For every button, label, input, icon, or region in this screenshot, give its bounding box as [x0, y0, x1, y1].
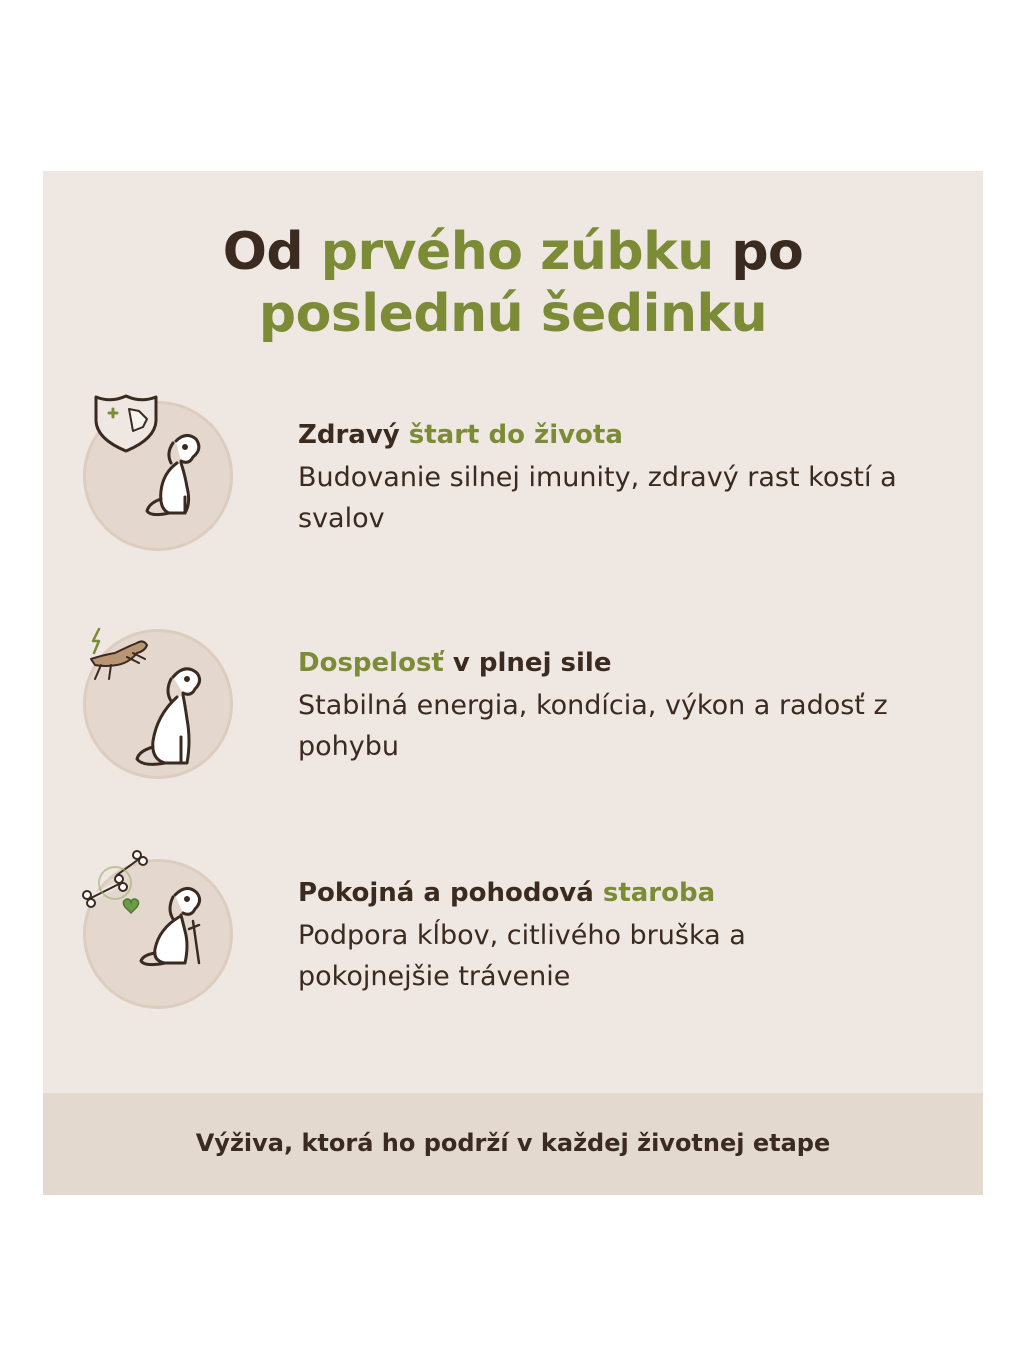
stage-title	[298, 647, 611, 679]
footer-banner	[43, 1093, 983, 1195]
stage-item-puppy	[81, 391, 961, 566]
headline-line1-part1: Od	[222, 222, 321, 282]
info-card	[43, 171, 983, 1195]
headline-line1-green: prvého zúbku	[320, 222, 714, 282]
senior-dog-with-cane-icon	[81, 849, 241, 1024]
headline-line2-green: poslednú šedinku	[258, 284, 768, 344]
stage-title-green: štart do života	[408, 420, 623, 450]
stage-item-senior	[81, 849, 961, 1024]
adult-dog-jumping-icon	[81, 619, 241, 794]
stage-description: Podpora kĺbov, citlivého bruška a pokojnejšie trávenie	[298, 920, 746, 992]
stage-title-green: staroba	[602, 878, 716, 908]
headline	[43, 221, 983, 345]
stage-title-dark: Pokojná a pohodová	[298, 878, 603, 908]
headline-line1-part2: po	[713, 222, 804, 282]
footer-text: Výživa, ktorá ho podrží v každej životnej etape	[195, 1129, 831, 1157]
stage-description: Stabilná energia, kondícia, výkon a radosť z pohybu	[298, 690, 888, 762]
stage-item-adult	[81, 619, 961, 794]
stage-title-dark: v plnej sile	[443, 648, 612, 678]
stage-title-dark: Zdravý	[298, 420, 409, 450]
stage-title	[298, 419, 623, 451]
stage-description: Budovanie silnej imunity, zdravý rast kostí a svalov	[298, 462, 897, 534]
stage-title	[298, 877, 715, 909]
puppy-with-shield-icon	[81, 391, 241, 566]
stage-title-green: Dospelosť	[298, 648, 444, 678]
